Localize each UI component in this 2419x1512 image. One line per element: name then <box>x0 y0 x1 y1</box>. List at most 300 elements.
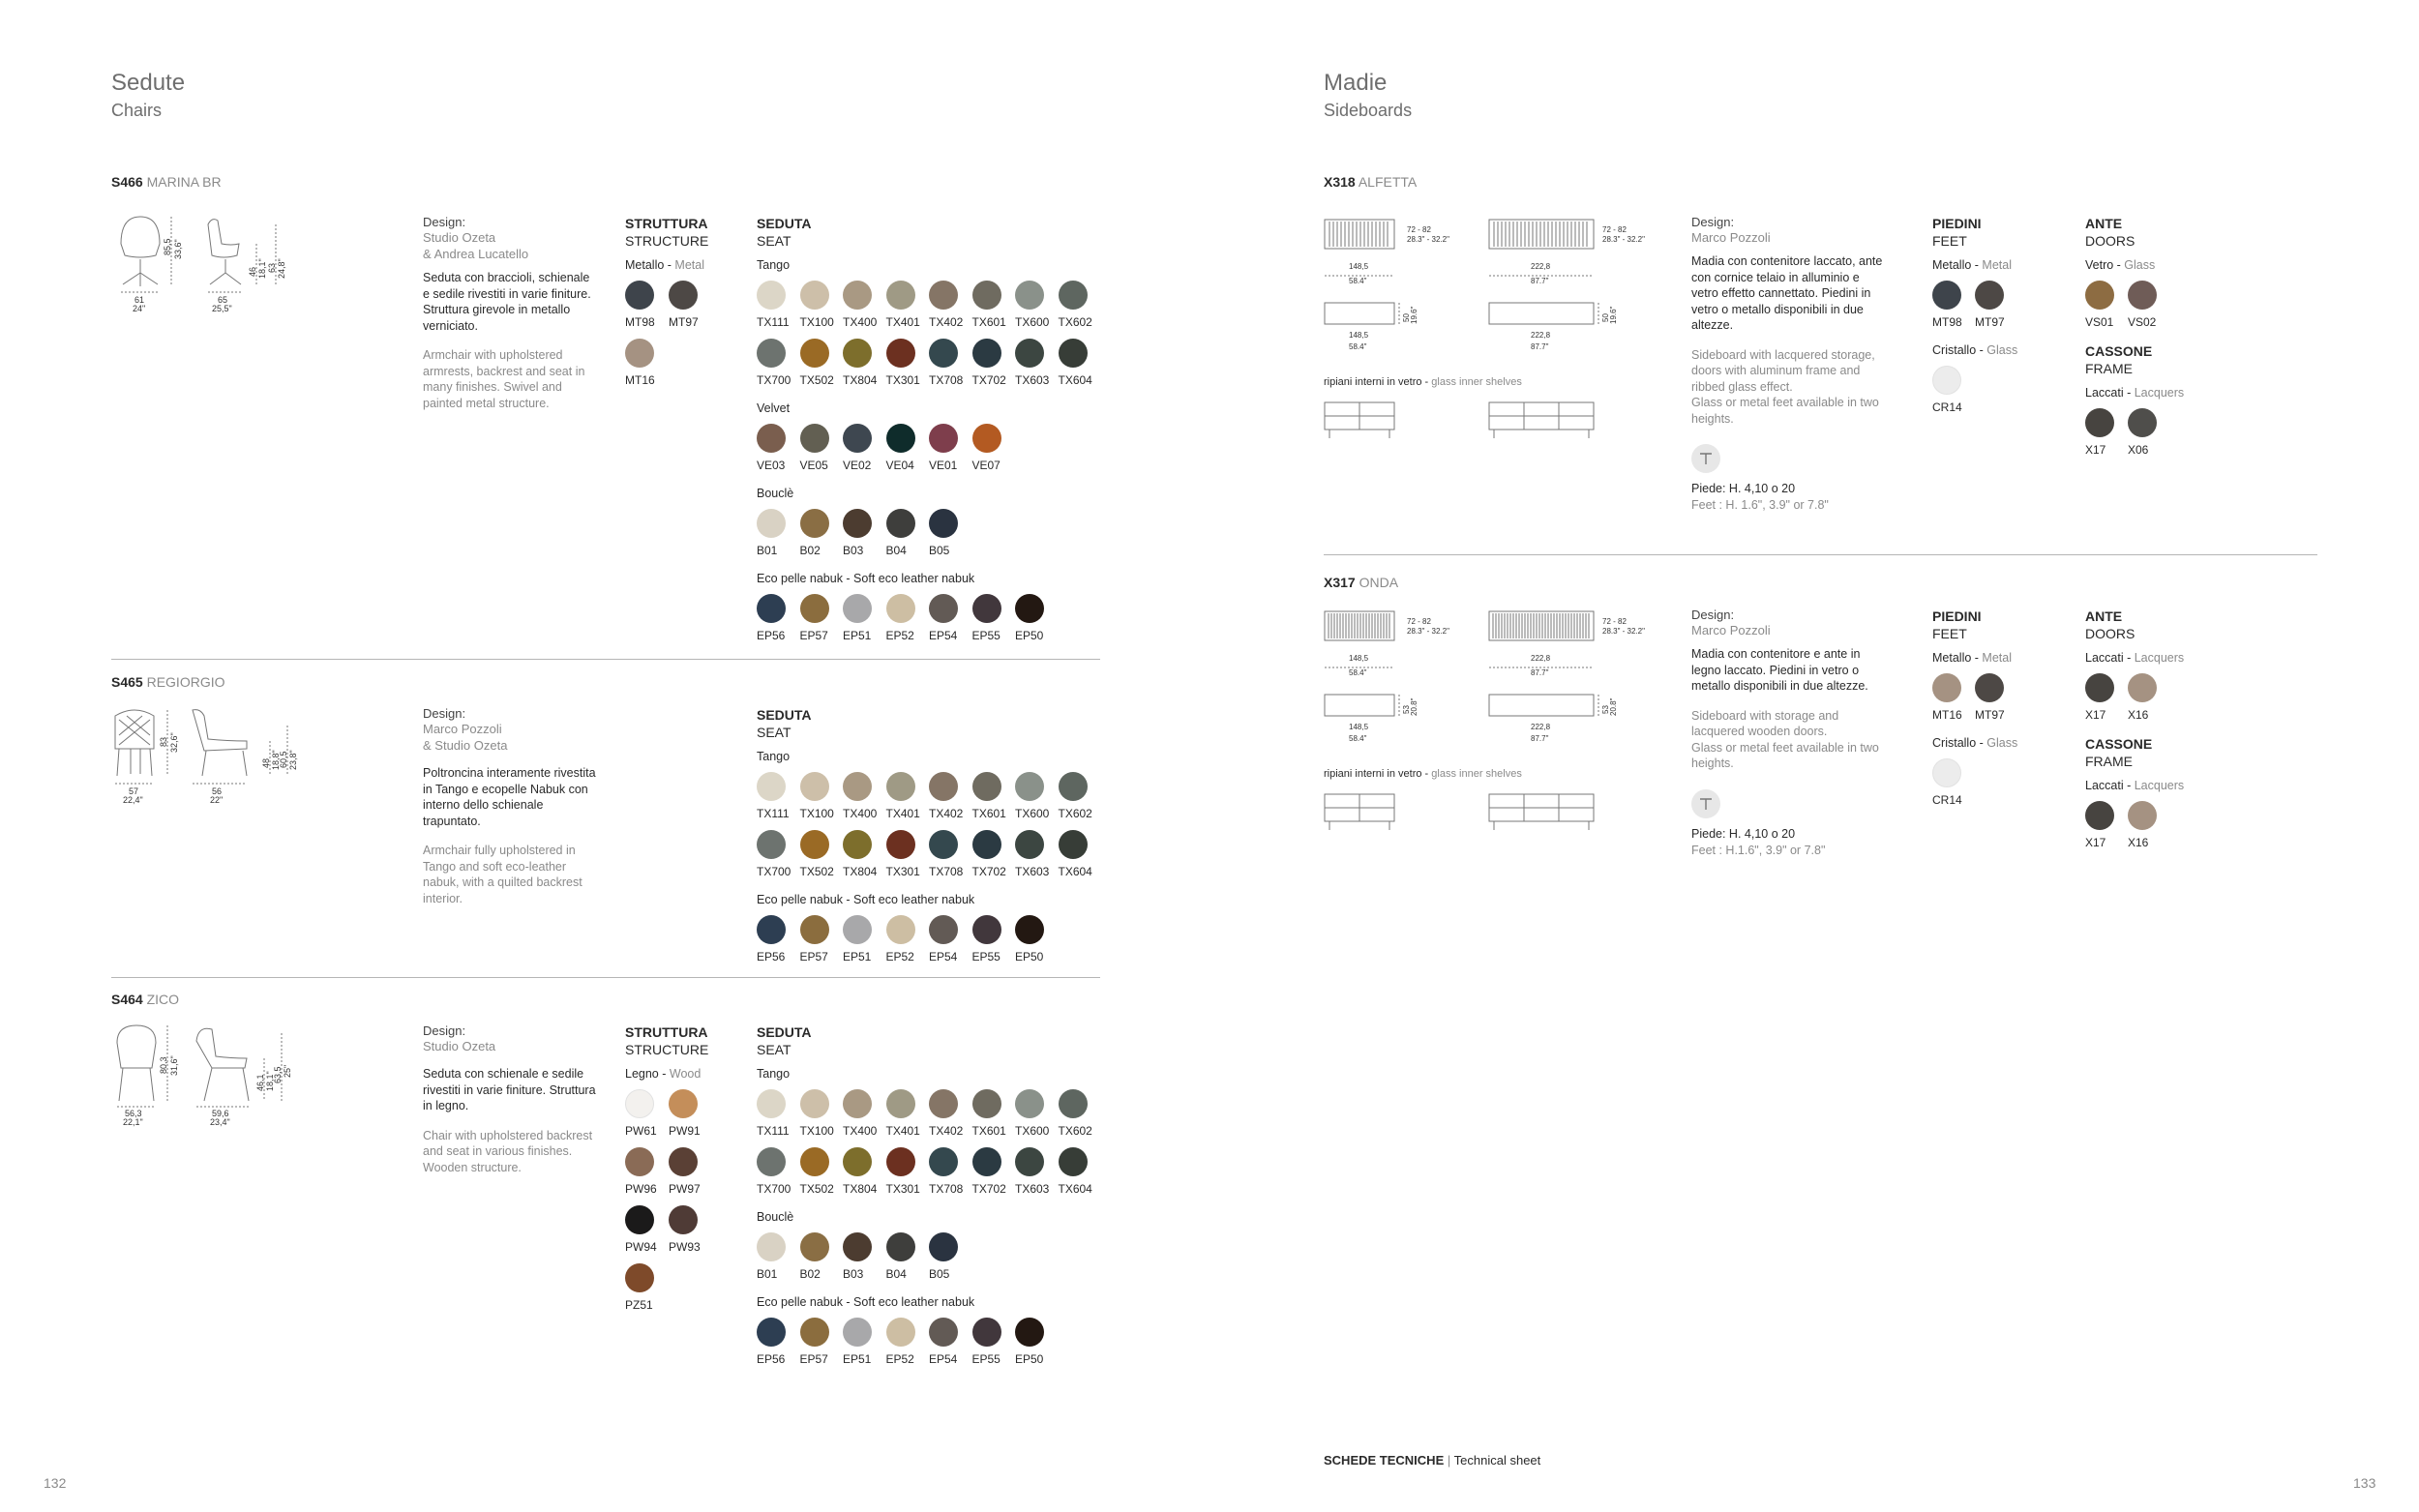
swatch <box>843 594 886 642</box>
swatch-color <box>2085 281 2114 310</box>
seat-heading: SEDUTA <box>757 707 812 723</box>
info-s466 <box>423 215 597 411</box>
swatch-code: EP57 <box>799 1352 828 1366</box>
swatch-color <box>972 594 1001 623</box>
swatch-code: TX603 <box>1015 373 1050 387</box>
design-label: Design: <box>1691 608 1735 622</box>
swatch <box>972 1089 1016 1138</box>
swatch-code: B03 <box>843 544 864 557</box>
footer <box>1324 1453 1540 1468</box>
dim-seat: 48 <box>261 757 271 768</box>
swatch-grid <box>2085 281 2184 329</box>
swatch <box>669 1205 712 1254</box>
swatch <box>757 1147 800 1196</box>
eco-label: Eco pelle nabuk - Soft eco leather nabuk <box>757 572 975 585</box>
swatch-code: TX708 <box>929 865 964 878</box>
dim-width2: 222,8 <box>1531 654 1551 663</box>
swatch-code: MT98 <box>1932 315 1962 329</box>
dim-width2: 59,6 <box>212 1109 229 1118</box>
swatch <box>843 1147 886 1196</box>
swatch-code: VE01 <box>929 459 958 472</box>
swatch <box>929 424 972 472</box>
swatch <box>1015 281 1059 329</box>
swatch-code: EP51 <box>843 1352 872 1366</box>
description-en: Armchair with upholstered armrests, backrest and seat in many finishes. Swivel and painted metal structure. <box>423 348 585 410</box>
swatch-code: EP55 <box>971 1352 1000 1366</box>
dim-height: 85,5 <box>163 238 172 255</box>
swatch-code: TX604 <box>1058 373 1092 387</box>
swatch <box>886 915 930 964</box>
swatch-code: MT16 <box>625 373 655 387</box>
swatch-color <box>1059 1147 1088 1176</box>
swatch <box>2128 673 2170 722</box>
dim-seat: 46 <box>248 266 257 277</box>
swatch-grid <box>757 1232 1101 1281</box>
swatch-code: TX700 <box>757 865 791 878</box>
swatch <box>1059 772 1102 820</box>
swatch <box>1015 1147 1059 1196</box>
swatch-code: TX100 <box>799 315 834 329</box>
design-label: Design: <box>1691 215 1735 229</box>
swatch <box>972 1318 1016 1366</box>
swatch <box>1015 915 1059 964</box>
swatch-color <box>843 1232 872 1261</box>
product-code: X318 <box>1324 174 1356 190</box>
swatch-code: MT98 <box>625 315 655 329</box>
swatch-color <box>1059 339 1088 368</box>
swatch-grid <box>757 1089 1101 1196</box>
dim-height: 80,3 <box>159 1056 168 1074</box>
structure-heading-en: STRUCTURE <box>625 233 709 249</box>
feet-heading: PIEDINI <box>1932 608 1982 624</box>
swatch-color <box>757 1089 786 1118</box>
swatch-code: TX601 <box>971 315 1006 329</box>
swatch <box>2128 408 2170 457</box>
swatch-code: VE03 <box>757 459 786 472</box>
dim-depth: 50 <box>1402 313 1411 322</box>
description-it: Seduta con braccioli, schienale e sedile rivestiti in varie finiture. Struttura girevole in metallo verniciato. <box>423 271 591 333</box>
swatch-color <box>625 1263 654 1292</box>
dim-width1-in: 58.4" <box>1349 277 1367 285</box>
dim-width2-in: 87.7" <box>1531 668 1549 677</box>
swatch-color <box>1975 673 2004 702</box>
swatch-color <box>1015 830 1044 859</box>
swatch-color <box>2128 673 2157 702</box>
boucle-label: Bouclè <box>757 1210 794 1224</box>
sideboard-drawing-x317 <box>1324 609 1662 846</box>
product-title-s466 <box>111 174 222 190</box>
swatch-code: TX702 <box>971 865 1006 878</box>
swatch-code: EP50 <box>1015 950 1044 964</box>
shelves-note-x318: ripiani interni in vetro - glass inner shelves <box>1324 376 1522 388</box>
swatch <box>757 594 800 642</box>
swatch-code: B02 <box>799 1267 821 1281</box>
swatch-grid <box>1932 758 2017 807</box>
swatch-code: TX708 <box>929 373 964 387</box>
dim-arm-in: 23,8" <box>288 750 298 770</box>
swatch <box>800 772 844 820</box>
swatch-color <box>929 772 958 801</box>
swatch-code: B05 <box>929 544 950 557</box>
right-section-subtitle: Sideboards <box>1324 101 1413 120</box>
swatch <box>843 1232 886 1281</box>
doors-heading-en: DOORS <box>2085 233 2135 249</box>
swatch-color <box>886 1147 915 1176</box>
dim-height-in: 31,6" <box>169 1055 179 1076</box>
swatch-code: EP50 <box>1015 1352 1044 1366</box>
swatch <box>757 1318 800 1366</box>
swatch-color <box>800 1318 829 1347</box>
swatch-code: TX111 <box>757 315 790 329</box>
description-it: Madia con contenitore e ante in legno laccato. Piedini in vetro o metallo disponibili in due altezze. <box>1691 647 1868 693</box>
swatch-code: TX301 <box>885 865 920 878</box>
swatch-color <box>1015 1147 1044 1176</box>
swatch <box>2085 673 2128 722</box>
dim-width2: 222,8 <box>1531 262 1551 271</box>
swatch-color <box>1015 915 1044 944</box>
swatch-color <box>1059 281 1088 310</box>
swatch-code: EP56 <box>757 629 786 642</box>
swatch <box>929 509 972 557</box>
product-name: ONDA <box>1359 575 1399 590</box>
swatch-color <box>972 772 1001 801</box>
eco-label: Eco pelle nabuk - Soft eco leather nabuk <box>757 1295 975 1309</box>
swatch-code: TX301 <box>885 1182 920 1196</box>
left-section-title: Sedute <box>111 70 186 96</box>
swatch <box>800 1318 844 1366</box>
swatch-grid <box>757 424 1101 472</box>
product-title-x317 <box>1324 575 1398 590</box>
feet-col-x317 <box>1932 608 2017 807</box>
swatch-code: X06 <box>2128 443 2149 457</box>
doors-heading-en: DOORS <box>2085 626 2135 641</box>
dim-seat-in: 18,1" <box>265 1071 275 1091</box>
swatch-code: TX400 <box>843 807 878 820</box>
swatch <box>2085 408 2128 457</box>
swatch-code: B03 <box>843 1267 864 1281</box>
structure-material: Metallo - Metal <box>625 258 704 272</box>
swatch-code: TX602 <box>1058 807 1092 820</box>
swatch <box>2128 281 2170 329</box>
swatch-grid <box>757 281 1101 387</box>
dim-height-in: 33,6" <box>173 239 183 259</box>
dim-width1-in: 58.4" <box>1349 734 1367 743</box>
swatch-grid <box>2085 408 2184 457</box>
swatch-grid <box>757 1318 1101 1366</box>
feet-icon <box>1691 789 1720 818</box>
seat-heading: SEDUTA <box>757 1024 812 1040</box>
dim-arm-in: 24,8" <box>277 258 286 279</box>
swatch-code: EP57 <box>799 950 828 964</box>
swatch-color <box>843 915 872 944</box>
swatch-color <box>800 424 829 453</box>
swatch-color <box>625 1147 654 1176</box>
swatch-color <box>757 830 786 859</box>
feet-heights-en: Feet : H.1.6", 3.9" or 7.8" <box>1691 843 1826 857</box>
swatch-grid <box>757 915 1101 964</box>
swatch-color <box>929 1147 958 1176</box>
swatch-code: PW97 <box>669 1182 701 1196</box>
swatch-code: TX804 <box>843 373 878 387</box>
swatch-grid <box>757 509 1101 557</box>
chair-drawing-s464 <box>111 1023 353 1125</box>
swatch-grid <box>1932 281 2017 329</box>
swatch <box>669 281 712 329</box>
swatch <box>886 772 930 820</box>
dim-width2: 222,8 <box>1531 723 1551 731</box>
swatch-color <box>625 1205 654 1234</box>
swatch-color <box>1015 772 1044 801</box>
swatch-color <box>669 1147 698 1176</box>
chair-drawing-s465 <box>111 706 353 808</box>
swatch-code: X17 <box>2085 836 2106 849</box>
dim-width2: 65 <box>218 295 228 305</box>
structure-col-s466 <box>625 215 712 387</box>
swatch <box>800 281 844 329</box>
dim-depth-in: 20.8" <box>1609 697 1618 716</box>
swatch <box>1059 1089 1102 1138</box>
feet-heading: PIEDINI <box>1932 216 1982 231</box>
swatch-code: CR14 <box>1932 793 1962 807</box>
info-x318 <box>1691 215 1885 514</box>
swatch <box>800 1232 844 1281</box>
frame-heading: CASSONE <box>2085 736 2153 752</box>
swatch <box>843 915 886 964</box>
swatch-code: TX502 <box>799 1182 834 1196</box>
swatch-code: VS01 <box>2085 315 2114 329</box>
swatch-color <box>1015 594 1044 623</box>
feet-glass-label: Cristallo - Glass <box>1932 343 2018 357</box>
dim-height-in: 28.3" - 32.2" <box>1602 627 1645 636</box>
dim-width2-in: 25,5" <box>212 304 232 313</box>
structure-heading-en: STRUCTURE <box>625 1042 709 1057</box>
swatch <box>886 509 930 557</box>
swatch-color <box>929 1089 958 1118</box>
dim-width-in: 24" <box>133 304 146 313</box>
swatch <box>1975 281 2017 329</box>
feet-heights-en: Feet : H. 1.6", 3.9" or 7.8" <box>1691 498 1829 512</box>
swatch-code: EP51 <box>843 950 872 964</box>
swatch-code: TX600 <box>1015 1124 1050 1138</box>
swatch-code: EP50 <box>1015 629 1044 642</box>
swatch <box>800 509 844 557</box>
swatch-code: TX502 <box>799 865 834 878</box>
swatch-code: PW91 <box>669 1124 701 1138</box>
swatch-color <box>800 281 829 310</box>
swatch-color <box>1059 1089 1088 1118</box>
swatch-code: X17 <box>2085 708 2106 722</box>
info-s464 <box>423 1023 597 1175</box>
dim-width2-in: 22" <box>210 795 224 805</box>
swatch-code: PW61 <box>625 1124 657 1138</box>
swatch-color <box>2085 801 2114 830</box>
swatch-code: EP57 <box>799 629 828 642</box>
swatch <box>1015 1318 1059 1366</box>
dim-arm-in: 25" <box>283 1064 292 1078</box>
swatch-code: EP56 <box>757 1352 786 1366</box>
swatch-code: TX402 <box>929 315 964 329</box>
product-code: X317 <box>1324 575 1356 590</box>
swatch <box>1059 339 1102 387</box>
swatch-color <box>886 594 915 623</box>
swatch <box>800 830 844 878</box>
swatch <box>757 915 800 964</box>
doors-material: Laccati - Lacquers <box>2085 651 2185 665</box>
swatch <box>757 339 800 387</box>
swatch-color <box>1015 1318 1044 1347</box>
swatch-color <box>2128 281 2157 310</box>
design-label: Design: <box>423 706 466 721</box>
swatch <box>972 830 1016 878</box>
swatch <box>1015 1089 1059 1138</box>
swatch <box>625 1147 669 1196</box>
swatch-code: TX301 <box>885 373 920 387</box>
swatch <box>843 1318 886 1366</box>
dim-depth-in: 19.6" <box>1410 306 1419 324</box>
swatch <box>843 1089 886 1138</box>
dim-width2: 56 <box>212 786 223 796</box>
divider <box>1324 554 2317 555</box>
swatch-color <box>800 1089 829 1118</box>
swatch <box>1975 673 2017 722</box>
swatch-grid <box>757 772 1101 878</box>
swatch <box>800 1147 844 1196</box>
swatch-color <box>2085 673 2114 702</box>
dim-width2-in: 87.7" <box>1531 277 1549 285</box>
swatch-color <box>886 281 915 310</box>
swatch-color <box>800 594 829 623</box>
swatch-code: TX100 <box>799 807 834 820</box>
description-en: Sideboard with storage and lacquered wooden doors. Glass or metal feet available in two heights. <box>1691 708 1879 770</box>
swatch <box>1015 830 1059 878</box>
swatch-code: TX400 <box>843 315 878 329</box>
swatch-color <box>2128 408 2157 437</box>
frame-heading: CASSONE <box>2085 343 2153 359</box>
feet-metal-label: Metallo - Metal <box>1932 651 2012 665</box>
swatch-color <box>843 594 872 623</box>
dim-width-in: 22,4" <box>123 795 143 805</box>
swatch-code: TX603 <box>1015 1182 1050 1196</box>
sideboard-drawing-x318 <box>1324 218 1662 455</box>
swatch-color <box>1932 281 1961 310</box>
dim-height: 72 - 82 <box>1602 617 1627 626</box>
swatch <box>625 339 669 387</box>
swatch-code: TX401 <box>885 1124 920 1138</box>
swatch-code: VS02 <box>2128 315 2157 329</box>
swatch-color <box>843 339 872 368</box>
swatch <box>1015 772 1059 820</box>
swatch-code: EP54 <box>929 1352 958 1366</box>
swatch-color <box>800 830 829 859</box>
swatch <box>1059 281 1102 329</box>
feet-heights: Piede: H. 4,10 o 20 <box>1691 826 1796 841</box>
swatch <box>757 424 800 472</box>
swatch-color <box>929 281 958 310</box>
dim-depth-in: 19.6" <box>1609 306 1618 324</box>
swatch-code: B04 <box>885 1267 907 1281</box>
swatch <box>669 1147 712 1196</box>
swatch <box>843 339 886 387</box>
swatch-color <box>1015 1089 1044 1118</box>
swatch-color <box>800 915 829 944</box>
swatch <box>972 424 1016 472</box>
description-en: Sideboard with lacquered storage, doors with aluminum frame and ribbed glass effect. Glass or metal feet available in two heights. <box>1691 347 1879 426</box>
swatch <box>2085 801 2128 849</box>
footer-bold: SCHEDE TECNICHE <box>1324 1453 1445 1468</box>
swatch-code: TX700 <box>757 373 791 387</box>
swatch-grid <box>2085 801 2184 849</box>
swatch-color <box>757 1147 786 1176</box>
swatch <box>2085 281 2128 329</box>
feet-heading-en: FEET <box>1932 626 1967 641</box>
swatch <box>625 1263 669 1312</box>
swatch-code: TX111 <box>757 1124 790 1138</box>
feet-heights: Piede: H. 4,10 o 20 <box>1691 482 1796 495</box>
boucle-label: Bouclè <box>757 487 794 500</box>
frame-heading-en: FRAME <box>2085 361 2133 376</box>
seat-col-s466 <box>757 215 1101 642</box>
swatch-color <box>757 594 786 623</box>
swatch-code: TX603 <box>1015 865 1050 878</box>
swatch-code: TX702 <box>971 1182 1006 1196</box>
swatch-code: VE02 <box>843 459 872 472</box>
description-it: Seduta con schienale e sedile rivestiti in varie finiture. Struttura in legno. <box>423 1067 596 1112</box>
structure-material: Legno - Wood <box>625 1067 702 1081</box>
swatch <box>886 1147 930 1196</box>
swatch-code: X17 <box>2085 443 2106 457</box>
swatch-code: MT97 <box>1975 708 2005 722</box>
swatch-color <box>2128 801 2157 830</box>
swatch-code: EP51 <box>843 629 872 642</box>
swatch-code: TX702 <box>971 373 1006 387</box>
swatch-color <box>625 281 654 310</box>
dim-width: 61 <box>134 295 145 305</box>
doors-heading: ANTE <box>2085 608 2123 624</box>
seat-col-s464 <box>757 1023 1101 1366</box>
swatch-grid <box>625 281 712 387</box>
swatch-grid <box>2085 673 2184 722</box>
doors-material: Vetro - Glass <box>2085 258 2156 272</box>
tango-label: Tango <box>757 750 791 763</box>
right-section-header <box>1324 70 1412 121</box>
swatch <box>972 594 1016 642</box>
velvet-label: Velvet <box>757 401 791 415</box>
swatch <box>972 339 1016 387</box>
swatch-color <box>800 772 829 801</box>
divider <box>111 977 1100 978</box>
swatch-color <box>886 1318 915 1347</box>
swatch <box>757 1232 800 1281</box>
swatch-color <box>1059 772 1088 801</box>
swatch <box>2128 801 2170 849</box>
seat-heading-en: SEAT <box>757 725 791 740</box>
info-s465 <box>423 706 597 906</box>
product-name: ZICO <box>146 992 180 1007</box>
swatch-color <box>929 339 958 368</box>
design-label: Design: <box>423 215 466 229</box>
dim-depth: 50 <box>1601 313 1610 322</box>
structure-col-s464 <box>625 1023 712 1312</box>
swatch-code: TX402 <box>929 1124 964 1138</box>
swatch <box>972 281 1016 329</box>
swatch-color <box>843 772 872 801</box>
swatch-code: TX401 <box>885 807 920 820</box>
dim-arm: 63,5 <box>273 1066 283 1083</box>
dim-width: 56,3 <box>125 1109 142 1118</box>
swatch <box>886 1318 930 1366</box>
swatch-color <box>886 1089 915 1118</box>
swatch-code: CR14 <box>1932 400 1962 414</box>
